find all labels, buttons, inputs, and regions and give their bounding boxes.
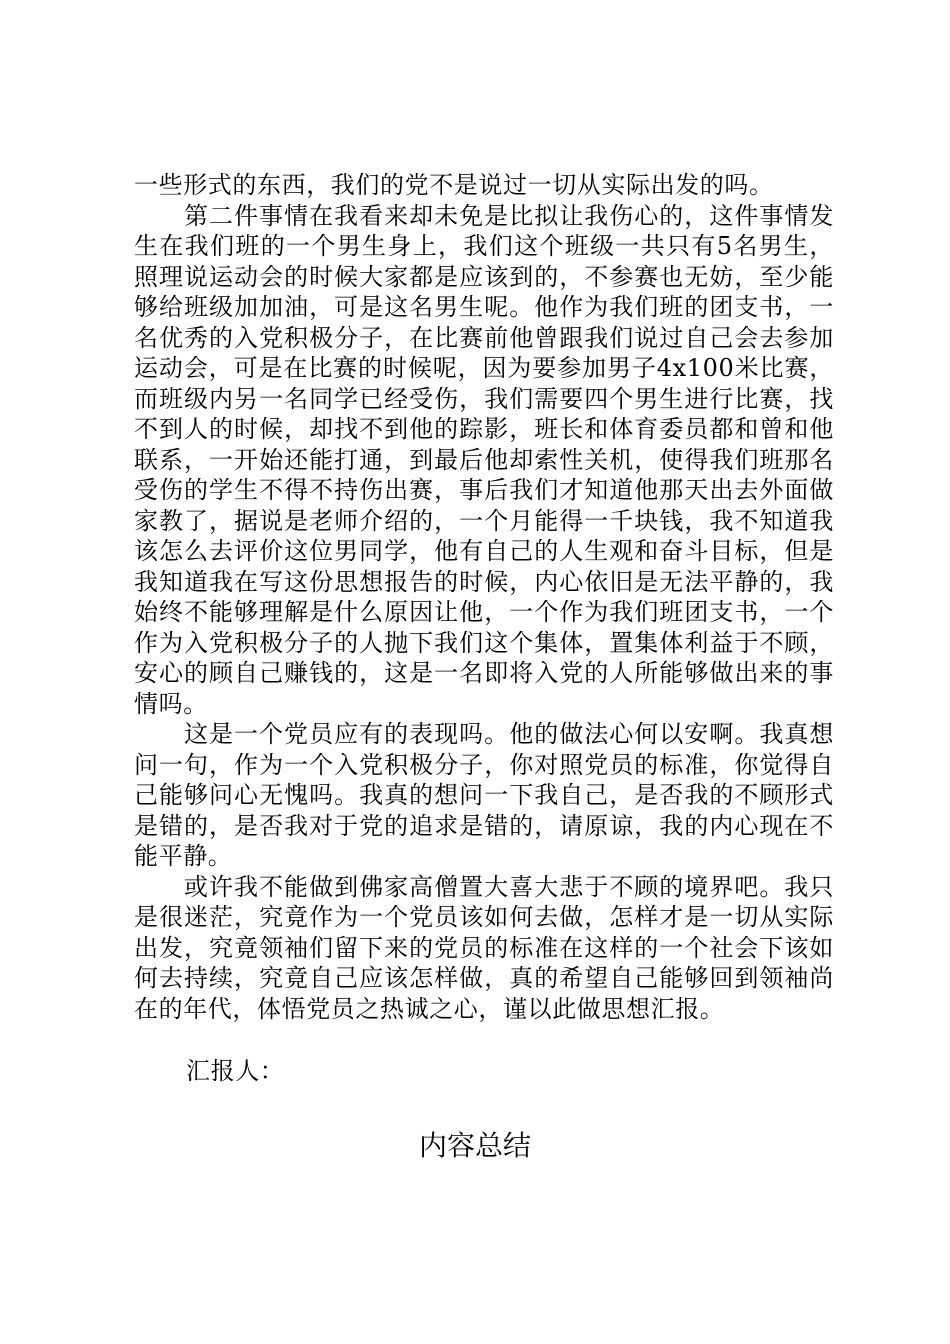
paragraph-3: 这是一个党员应有的表现吗。他的做法心何以安啊。我真想问一句，作为一个入党积极分子，你对照党员的标准，你觉得自己能够问心无愧吗。我真的想问一下我自己，是否我的不顾形式是错的，是否我对于党的追求是错的，请原谅，我的内心现在不能平静。 — [134, 720, 834, 870]
summary-title: 内容总结 — [418, 1129, 531, 1162]
document-body — [134, 170, 834, 1024]
paragraph-4: 或许我不能做到佛家高僧置大喜大悲于不顾的境界吧。我只是很迷茫，究竟作为一个党员该如何去做，怎样才是一切从实际出发，究竟领袖们留下来的党员的标准在这样的一个社会下该如何去持续，究竟自己应该怎样做，真的希望自己能够回到领袖尚在的年代，体悟党员之热诚之心，谨以此做思想汇报。 — [134, 872, 834, 1023]
paragraph-2: 第二件事情在我看来却未免是比拟让我伤心的，这件事情发生在我们班的一个男生身上，我们这个班级一共只有5名男生，照理说运动会的时候大家都是应该到的，不参赛也无妨，至少能够给班级加加油，可是这名男生呢。他作为我们班的团支书，一名优秀的入党积极分子，在比赛前他曾跟我们说过自己会去参加运动会，可是在比赛的时候呢，因为要参加男子4x100米比赛，而班级内另一名同学已经受伤，我们需要四个男生进行比赛，找不到人的时候，却找不到他的踪影，班长和体育委员都和曾和他联系，一开始还能打通，到最后他却索性关机，使得我们班那名受伤的学生不得不持伤出赛，事后我们才知道他那天出去外面做家教了，据说是老师介绍的，一个月能得一千块钱，我不知道我该怎么去评价这位男同学，他有自己的人生观和奋斗目标，但是我知道我在写这份思想报告的时候，内心依旧是无法平静的，我始终不能够理解是什么原因让他，一个作为我们班团支书，一个作为入党积极分子的人抛下我们这个集体，置集体利益于不顾，安心的顾自己赚钱的，这是一名即将入党的人所能够做出来的事情吗。 — [134, 201, 834, 718]
reporter-label: 汇报人： — [186, 1057, 285, 1085]
paragraph-1: 一些形式的东西，我们的党不是说过一切从实际出发的吗。 — [134, 171, 774, 199]
